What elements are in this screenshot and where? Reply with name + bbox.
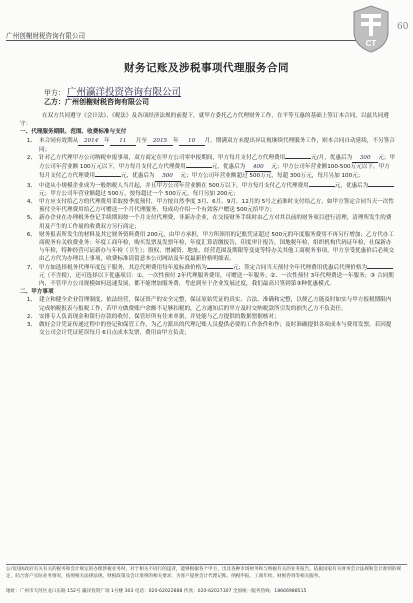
- clause-number: 3、: [26, 322, 36, 329]
- party-b-name: 广州创榭财税咨询有限公司: [65, 98, 149, 106]
- clause-number: 2、: [26, 313, 36, 320]
- section-2-title: 二、甲方事项: [20, 289, 54, 296]
- clause-1-2: [20, 154, 395, 182]
- section-1-title: 一、代理服务期限、范围、收费标准与支付: [20, 129, 127, 136]
- clause-number: 7、: [26, 264, 36, 271]
- clause-text: 针对乙方代理甲方公司纳税申报事项，双方商定在甲方公司零申报期间，甲方每月支付乙方代理费用 元/月，优惠后为 300 元；甲方公司年营业额 100万元以下，甲方每月支付乙方代理费用 元，优惠后为 400 元；甲方公司年营业额100-500万元以下，甲方每月支付乙方代理费用 元，优惠后为 500 元；甲方公司年营业额超过 500万元，每超 300万元，每月另加 100元；: [39, 154, 395, 182]
- company-logo-icon: [346, 2, 396, 54]
- party-a-line: [44, 84, 181, 98]
- party-a-label: 甲方：: [44, 89, 65, 97]
- fee-zero-declaration: 300: [352, 154, 378, 163]
- party-b-line: [44, 97, 149, 107]
- clause-1-7: [20, 264, 395, 289]
- clause-1-1: [20, 137, 395, 154]
- clause-text: 中途从小规模企业成为一般纳税人当月起，并且甲方公司年营业额在 500万以下，甲方每月支付乙方代理费用 元，优惠后为元；甲方公司年营业额超过 500万，按每超过一个 500万元，每月另加 200元；: [39, 182, 395, 198]
- clause-text: 做好会计凭证传递过程中的登记和保管工作，为乙方派出的代理记账人员提供必要的工作条件和作；及时准确提供各项成本与费用发票，若因提交公司会计凭证延误每月 6日点成本发票，费用由甲方负责；: [39, 322, 392, 337]
- clause-number: 5、: [26, 215, 36, 222]
- clause-text: 建立和健全企业管理制度，依法经营，保证资产的安全完整，保证原始凭证的真实、合法、准确和完整，以便乙方能及时如实与甲方报税期限内完成纳税报表与报税工作，若甲方做费账户余额不足够扣税的，乙方通知后的甲方及时交纳税款所引发的损失乙方不负责任。: [39, 297, 392, 312]
- clause-number: 1、: [26, 137, 36, 144]
- handwritten-page-mark: 60: [397, 22, 409, 32]
- contract-body: [20, 112, 395, 337]
- clause-1-5: [20, 214, 395, 230]
- start-year: 2014: [78, 137, 104, 146]
- clause-1-6: [20, 231, 395, 264]
- clause-text: 安排专人负责现金和银行存款的收付，保管好所有往来单据，并处能与乙方提供的数据票据核对；: [39, 313, 280, 320]
- header-divider: [6, 40, 357, 41]
- clause-text: 财务报表所发生的材料及其它财务资料费用 200元，由甲方承担，甲方所领用的记账凭证超过 500元的年度服务费用不再另行增加；乙方代办工商税务有关收费业务：年度工商年检，购买发票及发票年检，年度汇算清缴报告，印度审计报告，国地税年检，组织机构代码证年检，社保新办与年检，特种经营可证新办与年检（卫生）；股权、增减资、地址、经营范围及期限等变更等特办关其他工商税务事项，甲方享受优惠价后必须交由乙方代为办理以上事项，收费标准请留意本公司网站及年度最新价格明细表。: [39, 231, 395, 263]
- party-a-name: 广州瀛洋投资咨询有限公司: [67, 87, 182, 98]
- clause-1-4: [20, 198, 395, 214]
- clause-number: 6、: [26, 231, 36, 238]
- clause-number: 2、: [26, 155, 36, 162]
- clause-2-2: [20, 313, 395, 321]
- clause-number: 1、: [26, 297, 36, 304]
- end-year: 2015: [147, 137, 173, 146]
- clause-2-3: [20, 321, 395, 337]
- clause-text: 甲方应支付给乙方的代理费用采取按季度预付，甲方按自然季度 3月、6月、9月、12月的 5号之前准时支付给乙方，如甲方签定合同当天一次性预付全年代理费用给乙方可赠送一个月代理服务，每成功介绍一个有效客户赠送 500元给甲方；: [39, 199, 394, 214]
- contract-title: 财务记账及涉税事项代理服务合同: [124, 62, 289, 74]
- clause-number: 4、: [26, 199, 36, 206]
- party-b-label: 乙方：: [44, 98, 65, 106]
- footer-notice: 公司因执政府有关有关的税务和会计规定的办理涉税业务时，对于相关不同行的违背，能够根据各个甲方，出具各种市场财务和与纳税有关的业务报告。依据国家有关财务会计法规和会计准则的规定，结合客户实际业务情况，按照相关法律法规、财税政策及会计准则的相关要求，为客户提供会计代理记账、纳税申报、工商年检、财税咨询等相关服务。: [6, 567, 402, 579]
- clause-2-1: [20, 296, 395, 312]
- clause-text: 甲方如选择税务代理年度包干服务，其总代理费用每年度标准价格为 元；签定合同当天预付全年代理费用优惠后代理价格为元（不含税），还可选择以下优惠项目：①、一次性预付 2年代理服务费用，可赠送一年服务；②、一次性预付 3年代理费送一年服务；③ 合同期内，不管甲方公司规模如何迅速发展，都不能增加服务费，考虑到至于企业发展过度，我们最高只签到第③种优惠模式。: [39, 264, 394, 288]
- end-month: 10: [179, 137, 205, 146]
- clause-text: 新办企业在办理税务登记手续期间按一个月支付代理费，非新办企业，在交接财务手续时由乙方对其以前的财务项目进行清理，清理所发生的费用及产生的工作量的收费双方另行商定；: [39, 215, 392, 230]
- fee-mid-revenue: 500: [155, 172, 181, 181]
- preamble: 在双方共同遵守《会计法》、《税法》及各项经济法规的前提下，就甲方委托乙方代理财务工作，在平等互惠的基础上签订本合同，以兹共同遵守：: [20, 113, 389, 128]
- clause-text: 本合同有效期从 2014 年 11 月至 2015 年 10 月，期满双方未提出异议视继续代理服务工作，则本合同自动延续，不另签合同；: [39, 137, 395, 153]
- header-company: 广州创榭财税咨询有限公司: [6, 32, 86, 40]
- fee-small-revenue: 400: [245, 163, 271, 172]
- start-month: 11: [110, 137, 136, 146]
- clause-number: 3、: [26, 182, 36, 189]
- footer-divider: [6, 564, 407, 565]
- footer-address: 地址：广州市天河区龙口东路 152号 瀛洋投资广场 1号楼 303 电话：020-62022888 传真：020-62027307 全国统一服务热线：18666988515: [6, 589, 307, 594]
- clause-1-3: [20, 182, 395, 198]
- logo-text: CT: [365, 39, 377, 48]
